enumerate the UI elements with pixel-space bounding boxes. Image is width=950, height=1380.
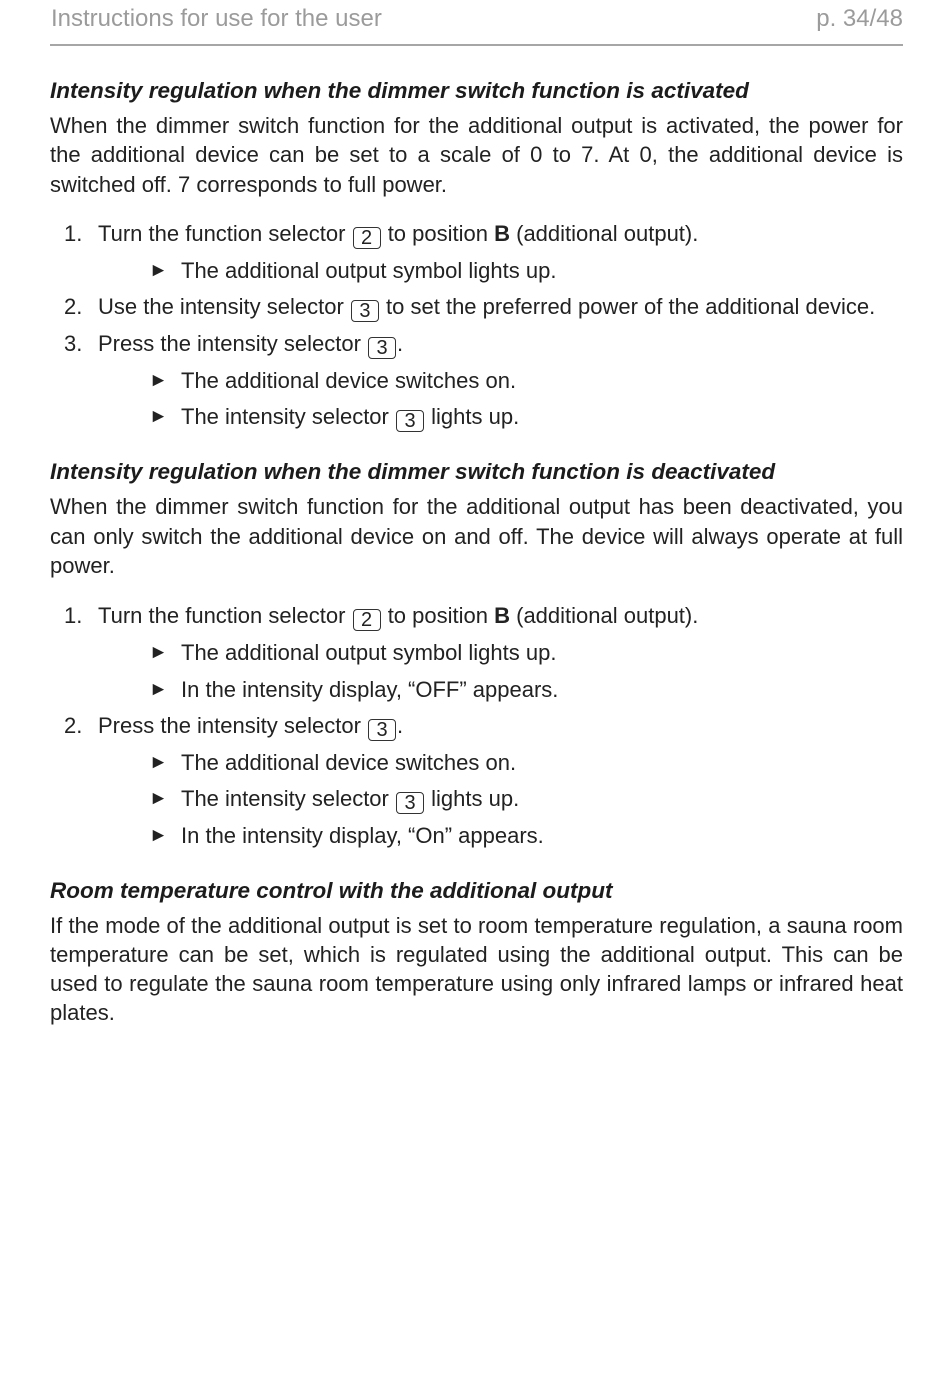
result-text: In the intensity display, “On” appears. [181,823,544,849]
step-result [98,402,903,432]
step-result [98,675,903,704]
step-text: to position [387,220,488,246]
section-paragraph: When the dimmer switch function for the additional output is activated, the power for the additional device can be set to a scale of 0 to 7. At 0, the additional device is switched off. 7 corresponds to full power. [50,113,903,197]
step-result [98,784,903,814]
step-text: Use the intensity selector [98,294,344,320]
step-number: 2. [64,712,83,738]
step-number: 3. [64,331,83,357]
step-item [50,711,903,851]
step-text: Turn the function selector [98,220,346,246]
section-heading: Room temperature control with the additional output [50,877,613,903]
step-text: Press the intensity selector [98,331,361,357]
step-text: Press the intensity selector [98,712,361,738]
page-header [50,0,903,46]
step-text: (additional output). [516,603,699,629]
triangle-arrow-icon: ► [149,406,168,428]
step-text: Turn the function selector [98,603,346,629]
result-text: In the intensity display, “OFF” appears. [181,676,559,702]
result-text: The additional output symbol lights up. [181,640,557,666]
selector-key-label: 3 [396,410,424,432]
page-number: p. 34/48 [816,5,903,32]
triangle-arrow-icon: ► [149,678,168,700]
step-item [50,292,903,322]
triangle-arrow-icon: ► [149,370,168,392]
document-page [50,0,903,1028]
step-result [98,821,903,850]
step-result [98,638,903,667]
section-paragraph: When the dimmer switch function for the additional output has been deactivated, you can only switch the additional device on and off. The device will always operate at full power. [50,494,903,579]
selector-key-label: 2 [353,609,381,631]
selector-key-label: 3 [368,719,396,741]
step-text: (additional output). [516,220,699,246]
step-text: to position [387,603,488,629]
triangle-arrow-icon: ► [149,642,168,664]
step-item [50,219,903,285]
result-text: lights up. [431,786,520,812]
result-text: The additional device switches on. [181,749,517,775]
section-heading: Intensity regulation when the dimmer switch function is activated [50,78,749,103]
step-text: . [397,712,404,738]
selector-key-label: 3 [351,300,379,322]
triangle-arrow-icon: ► [149,825,168,847]
step-list [50,601,903,850]
step-result [98,366,903,395]
position-label: B [494,603,510,629]
step-item [50,329,903,432]
selector-key-label: 2 [353,227,381,249]
selector-key-label: 3 [396,792,424,814]
step-result [98,256,903,285]
result-text: The additional output symbol lights up. [181,257,557,283]
position-label: B [494,220,510,246]
section-heading: Intensity regulation when the dimmer switch function is deactivated [50,459,776,485]
step-number: 1. [64,220,83,246]
section-room-temperature [50,876,903,1028]
step-item [50,601,903,704]
result-text: The intensity selector [181,786,389,812]
result-text: lights up. [431,404,520,430]
result-text: The additional device switches on. [181,368,517,394]
step-number: 2. [64,294,83,320]
step-list [50,219,903,433]
result-text: The intensity selector [181,404,389,430]
triangle-arrow-icon: ► [149,788,168,810]
step-number: 1. [64,603,83,629]
section-dimmer-activated [50,76,903,432]
selector-key-label: 3 [368,337,396,359]
step-text: to set the preferred power of the additional device. [386,294,876,320]
document-title: Instructions for use for the user [51,5,382,32]
step-result [98,748,903,777]
triangle-arrow-icon: ► [149,751,168,773]
section-paragraph: If the mode of the additional output is set to room temperature regulation, a sauna room temperature can be set, which is regulated using the additional output. This can be used to regulate the sauna room temperature using only infrared lamps or infrared heat plates. [50,912,903,1026]
section-dimmer-deactivated [50,457,903,850]
triangle-arrow-icon: ► [149,259,168,281]
step-text: . [397,331,404,357]
